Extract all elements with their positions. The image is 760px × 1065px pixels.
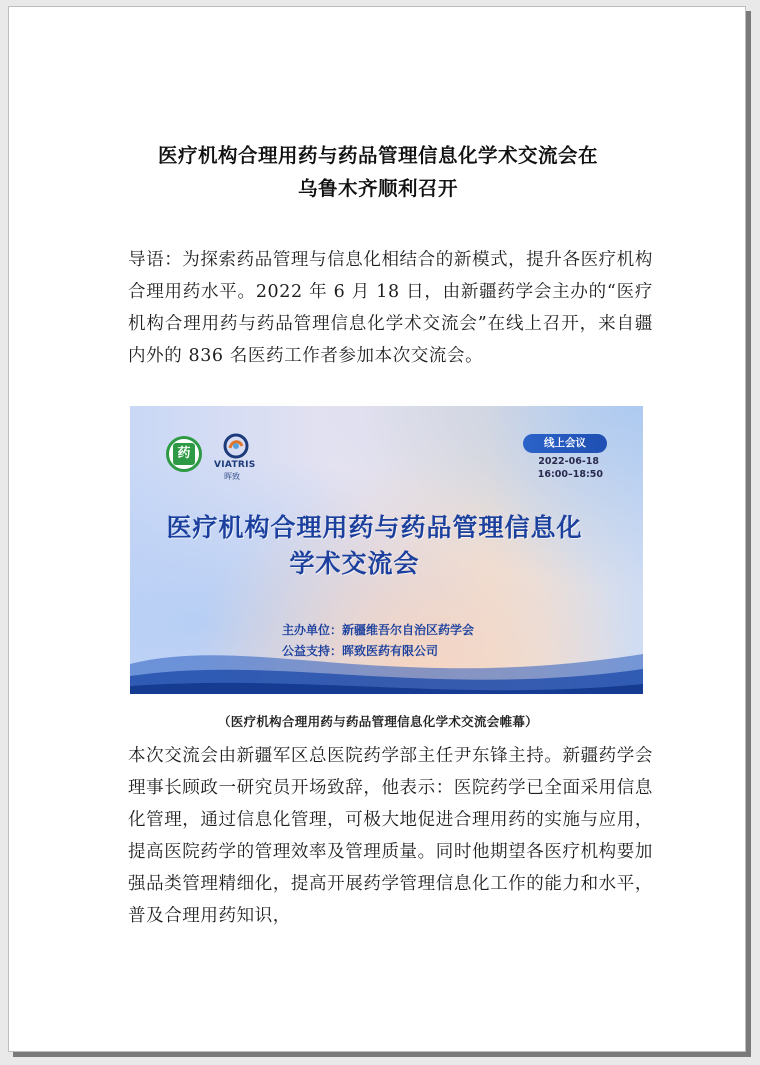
meeting-time: 16:00–18:50 bbox=[537, 469, 603, 480]
organizer-line: 主办单位：新疆维吾尔自治区药学会 bbox=[282, 623, 475, 637]
meeting-date: 2022-06-18 bbox=[538, 456, 599, 467]
article-title bbox=[9, 139, 747, 205]
viatris-logo-icon bbox=[222, 432, 250, 460]
intro-paragraph: 导语：为探索药品管理与信息化相结合的新模式，提升各医疗机构合理用药水平。2022 年 6 月 18 日，由新疆药学会主办的“医疗机构合理用药与药品管理信息化学术交流会”在线上召开，来自疆内外的 836 名医药工作者参加本次交流会。 bbox=[128, 250, 653, 366]
article-title-line2: 乌鲁木齐顺利召开 bbox=[297, 177, 458, 200]
article-title-line1: 医疗机构合理用药与药品管理信息化学术交流会在 bbox=[157, 144, 598, 167]
viatris-brand-cn: 晖致 bbox=[224, 472, 240, 481]
pharmacy-association-logo-icon: 药 bbox=[166, 436, 202, 472]
document-page bbox=[8, 6, 746, 1052]
conference-banner-image bbox=[130, 406, 643, 694]
supporter-line: 公益支持：晖致医药有限公司 bbox=[282, 644, 439, 658]
banner-title-line2: 学术交流会 bbox=[289, 549, 420, 578]
banner-title-line1: 医疗机构合理用药与药品管理信息化 bbox=[166, 513, 583, 542]
image-caption: （医疗机构合理用药与药品管理信息化学术交流会帷幕） bbox=[217, 714, 538, 729]
viatris-brand-text: VIATRIS bbox=[214, 460, 256, 470]
online-meeting-badge: 线上会议 bbox=[523, 434, 607, 453]
body-paragraph: 本次交流会由新疆军区总医院药学部主任尹东锋主持。新疆药学会理事长顾政一研究员开场致辞，他表示：医院药学已全面采用信息化管理，通过信息化管理，可极大地促进合理用药的实施与应用，提高医院药学的管理效率及管理质量。同时他期望各医疗机构要加强品类管理精细化，提高开展药学管理信息化工作的能力和水平，普及合理用药知识， bbox=[128, 746, 653, 926]
